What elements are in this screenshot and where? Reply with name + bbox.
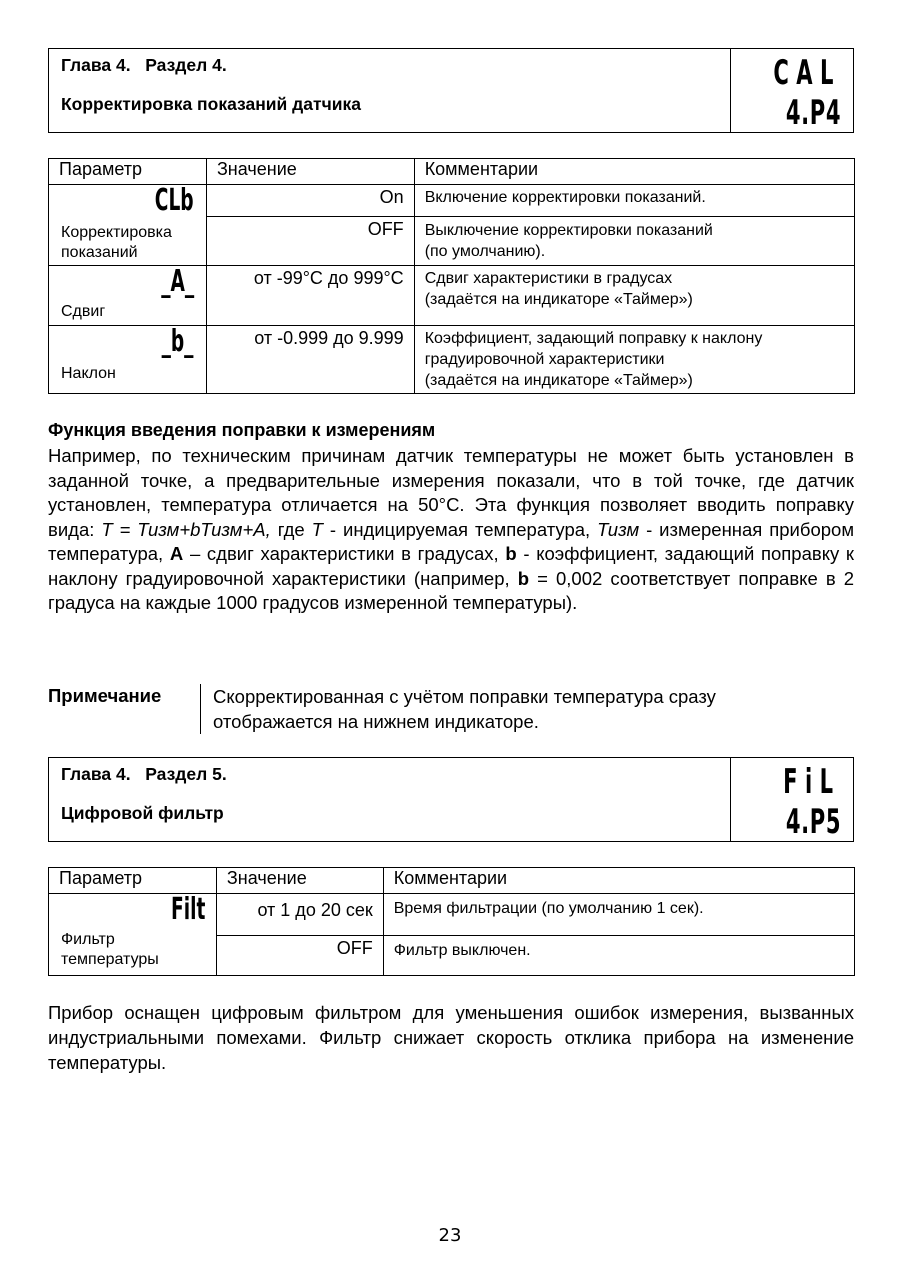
menu-code-top: CAL [773,53,841,93]
header-comment: Комментарии [383,868,854,894]
symbol-b: b [505,543,517,564]
value-off: OFF [206,217,414,266]
value-range: от 1 до 20 сек [216,894,383,936]
menu-code-top: FiL [783,762,841,802]
section-header-4 [48,48,854,133]
param-code-filt: Filt [171,892,206,927]
param-code-clb: CLb [155,183,194,218]
section-code-cell [731,49,853,132]
header-comment: Комментарии [414,159,854,185]
function-paragraph: Например, по техническим причинам датчик температуры не может быть установлен в заданной точке, а предварительные измерения показали, что в той точке, где датчик установлен, температура отличается на 50°С. Эта функция позволяет вводить поправку вида: T = Тизм+bТизм+A, где T - индицируемая температура, Тизм - измеренная прибором температура, A – сдвиг характеристики в градусах, b - коэффициент, задающий поправку к наклону градуировочной характеристики (например, b = 0,002 соответствует поправке в 2 градуса на каждые 1000 градусов измеренной температуры). [48,445,855,613]
filter-description: Прибор оснащен цифровым фильтром для уменьшения ошибок измерения, вызванных индустриальными помехами. Фильтр снижает скорость отклика прибора на изменение температуры. [48,1002,854,1073]
note-text: Скорректированная с учётом поправки температура сразу отображается на нижнем индикаторе. [213,686,716,732]
header-parameter: Параметр [49,868,217,894]
table-row [49,185,855,217]
table-row [49,326,855,394]
header-parameter: Параметр [49,159,207,185]
table-header-row [49,159,855,185]
comment-off: Выключение корректировки показаний (по умолчанию). [414,217,854,266]
header-value: Значение [216,868,383,894]
menu-code-bottom: 4.P5 [785,802,841,842]
param-label-clb: Корректировка показаний [61,224,172,261]
value-on: On [206,185,414,217]
comment-range: Время фильтрации (по умолчанию 1 сек). [383,894,854,936]
param-label-slope: Наклон [61,365,116,382]
page-number: 23 [438,1225,462,1246]
param-cell-filt [49,894,217,976]
table-row [49,894,855,936]
formula: T = Тизм+bТизм+A, [101,518,271,540]
chapter-label: Глава 4. Раздел 5. [61,764,227,784]
table-row [49,266,855,326]
param-code-slope: _b_ [162,324,194,359]
parameter-table-4 [48,158,855,394]
value-off: OFF [216,936,383,976]
section-header-title-cell [49,49,731,132]
header-value: Значение [206,159,414,185]
param-cell-clb [49,185,207,266]
param-label-filt: Фильтр температуры [61,931,159,968]
comment-slope: Коэффициент, задающий поправку к наклону градуировочной характеристики (задаётся на индикаторе «Таймер») [414,326,854,394]
symbol-b-example: b [517,567,530,589]
comment-off: Фильтр выключен. [383,936,854,976]
section-code-cell [731,758,853,841]
menu-code-bottom: 4.P4 [785,93,841,133]
note-label: Примечание [48,685,162,706]
value-slope: от -0.999 до 9.999 [206,326,414,394]
note-divider [200,684,201,734]
chapter-label: Глава 4. Раздел 4. [61,55,227,75]
param-cell-slope [49,326,207,394]
comment-shift: Сдвиг характеристики в градусах (задаётся на индикаторе «Таймер») [414,266,854,326]
param-label-shift: Сдвиг [61,303,106,320]
comment-on: Включение корректировки показаний. [414,185,854,217]
table-header-row [49,868,855,894]
param-cell-shift [49,266,207,326]
section-header-title-cell [49,758,731,841]
param-code-shift: _A_ [160,264,194,299]
section-title: Цифровой фильтр [61,803,224,823]
value-shift: от -99°C до 999°C [206,266,414,326]
function-heading: Функция введения поправки к измерениям [48,420,436,440]
section-title: Корректировка показаний датчика [61,94,361,114]
symbol-a: A [169,543,184,564]
section-header-5 [48,757,854,842]
parameter-table-5 [48,867,855,976]
